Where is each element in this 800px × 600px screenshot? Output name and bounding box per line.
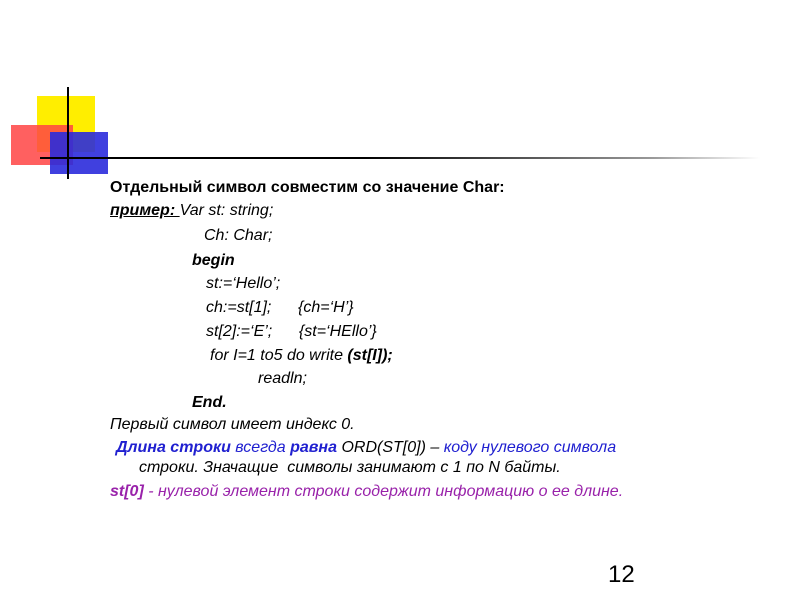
- decor-horizontal-line: [40, 157, 760, 159]
- code-assign-e: st[2]:=‘E’; {st=‘HEllo’}: [206, 323, 377, 340]
- st0-note: [110, 481, 623, 503]
- example-label: пример:: [110, 202, 180, 219]
- decor-blue-square: [50, 132, 108, 174]
- code-for-line: [210, 345, 393, 367]
- length-note-ord: ORD(ST[0]) –: [337, 439, 444, 456]
- length-note-zero-code: коду нулевого символа: [443, 439, 617, 456]
- code-for-arg: (st[I]);: [347, 347, 393, 364]
- length-note-line2: строки. Значащие символы занимают с 1 по N байты.: [139, 459, 561, 476]
- example-line: [110, 200, 273, 222]
- decor-vertical-line: [67, 87, 69, 179]
- code-readln: readln;: [258, 370, 307, 387]
- code-begin: begin: [192, 252, 235, 269]
- code-assign-hello: st:=‘Hello’;: [206, 275, 281, 292]
- code-ch-line: Ch: Char;: [204, 227, 273, 244]
- length-note-line1: [116, 437, 616, 459]
- length-note-text-always: всегда: [230, 439, 291, 456]
- length-note-equals: равна: [290, 439, 337, 456]
- st0-term: st[0]: [110, 483, 144, 500]
- code-end: End.: [192, 394, 227, 411]
- length-note-term: Длина строки: [116, 439, 231, 456]
- st0-text: - нулевой элемент строки содержит информацию о ее длине.: [143, 483, 624, 500]
- page-number: 12: [608, 561, 635, 588]
- code-var-line: Var st: string;: [179, 202, 274, 219]
- note-first-index: Первый символ имеет индекс 0.: [110, 416, 355, 433]
- slide-heading: Отдельный символ совместим со значение Char:: [110, 179, 505, 196]
- code-for-prefix: for I=1 to5 do write: [210, 347, 348, 364]
- code-assign-ch: ch:=st[1]; {ch=‘H’}: [206, 299, 354, 316]
